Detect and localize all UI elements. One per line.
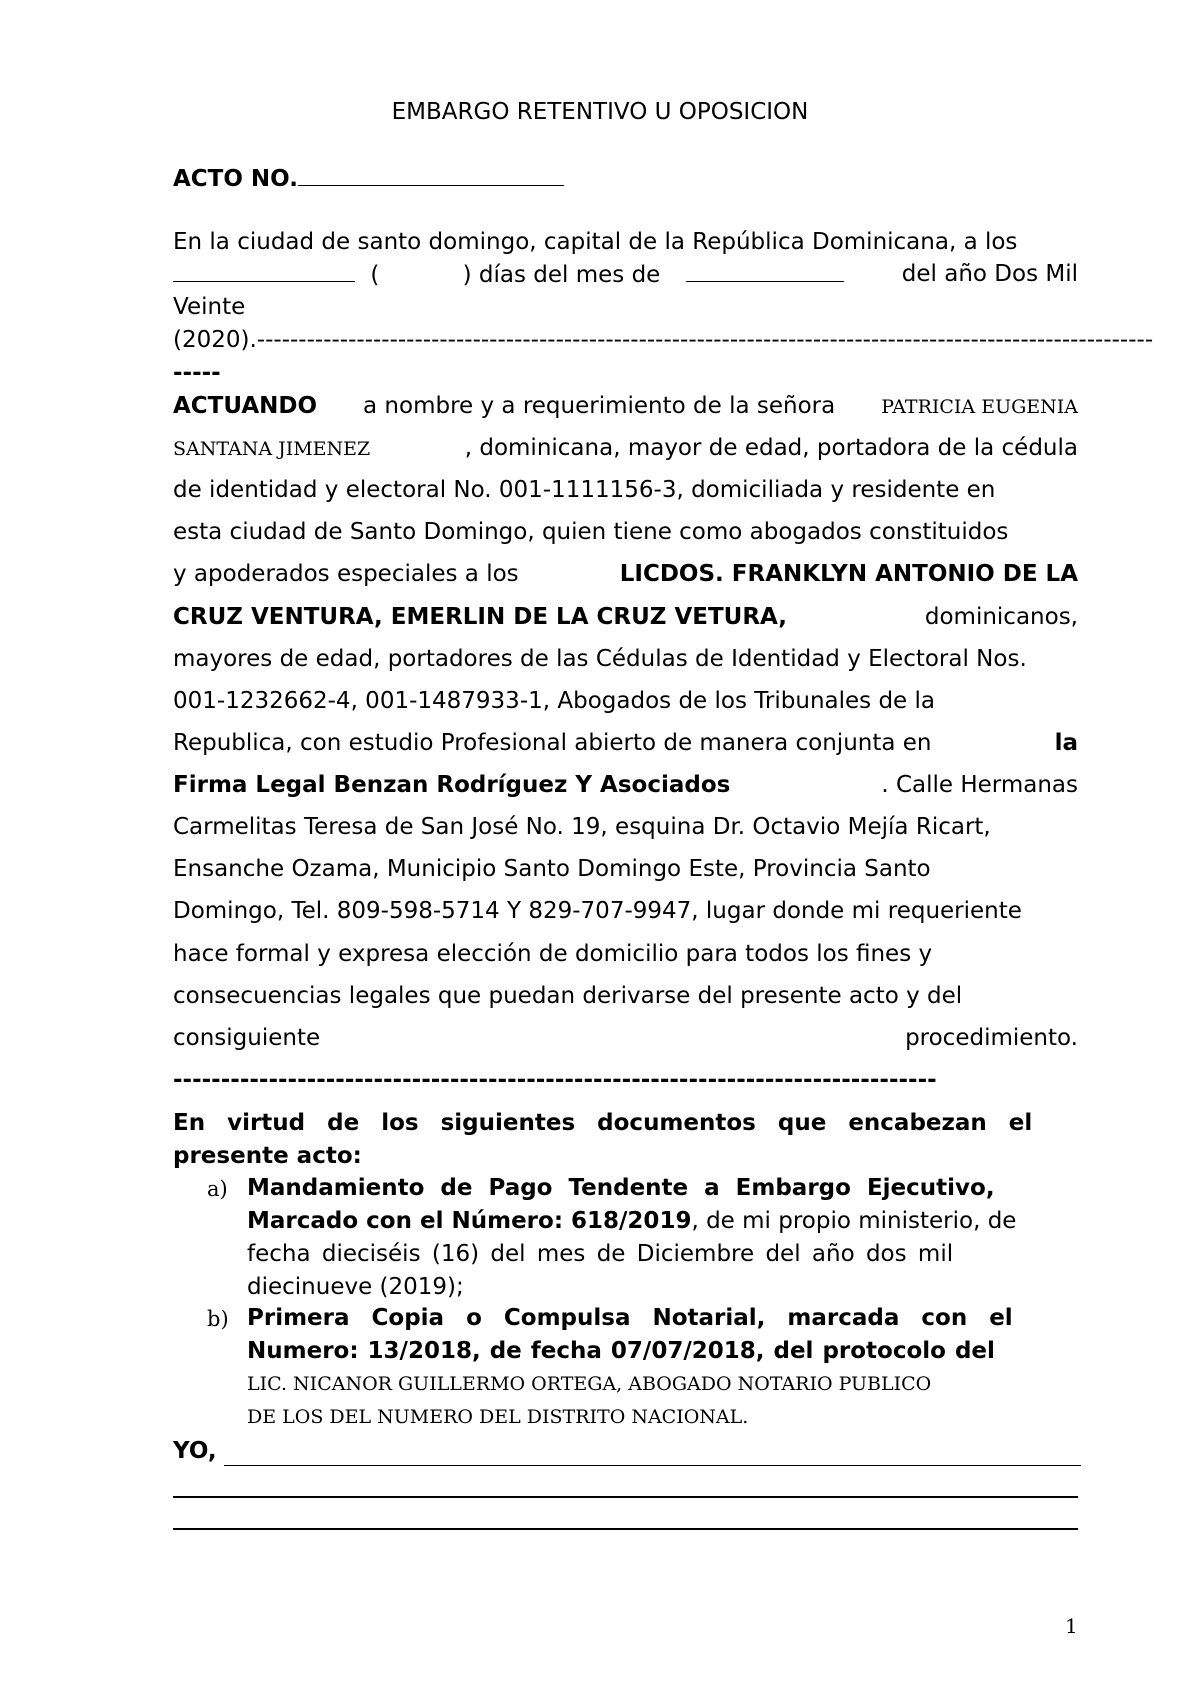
page-number: 1	[1065, 1614, 1078, 1638]
item-b-line-3	[247, 1373, 1078, 1395]
actuando-text-4: esta ciudad de Santo Domingo, quien tiene como abogados constituidos	[173, 519, 1009, 545]
item-a-text-4: diecinueve (2019);	[247, 1274, 464, 1300]
actuando-line-4	[173, 519, 1078, 545]
virtud-line-1	[173, 1110, 1078, 1136]
item-b-text-2: Numero: 13/2018, de fecha 07/07/2018, del protocolo del	[247, 1338, 995, 1364]
item-a-text-2b: Marcado con el Número: 618/2019	[247, 1208, 692, 1234]
actuando-text-16a: consiguiente	[173, 1025, 321, 1051]
yo-line	[173, 1438, 1078, 1464]
intro-text-1: En la ciudad de santo domingo, capital de la República Dominicana, a los	[173, 229, 1018, 255]
actuando-line-8	[173, 688, 1078, 714]
actuando-line-6	[173, 604, 1078, 630]
item-a-text-2c: , de mi propio ministerio, de	[691, 1208, 1017, 1234]
actuando-line-1	[173, 393, 1078, 421]
actuando-line-13	[173, 898, 1078, 924]
actuando-line-3	[173, 477, 1078, 503]
item-a-line-3	[247, 1241, 1078, 1267]
actuando-line-15	[173, 983, 1078, 1009]
dash-fill: ------------------------------------------------------------------------------------------------------------	[256, 327, 1154, 353]
year-text: del año Dos Mil	[901, 261, 1078, 287]
paren-open: (	[370, 262, 380, 288]
dash-tail: -----	[173, 360, 221, 386]
actuando-line-9	[173, 730, 1078, 756]
item-b-line-4	[247, 1406, 1078, 1428]
actuando-text-5a: y apoderados especiales a los	[173, 561, 519, 587]
actuando-text-14: hace formal y expresa elección de domicilio para todos los fines y	[173, 941, 933, 967]
actuando-text-1: a nombre y a requerimiento de la señora	[363, 393, 836, 419]
lawyers-names-1: LICDOS. FRANKLYN ANTONIO DE LA	[619, 561, 1078, 587]
actuando-text-6c: dominicanos,	[924, 604, 1078, 630]
paren-close-text: ) días del mes de	[462, 262, 661, 288]
actuando-text-12: Ensanche Ozama, Municipio Santo Domingo Este, Provincia Santo	[173, 856, 931, 882]
intro-line-5	[173, 360, 1078, 386]
virtud-text-1: En virtud de los siguientes documentos que encabezan el	[173, 1110, 1033, 1136]
actuando-text-9b: la	[1054, 730, 1078, 756]
intro-line-2	[173, 261, 1078, 288]
item-a-text-1: Mandamiento de Pago Tendente a Embargo Ejecutivo,	[247, 1175, 995, 1201]
lawyers-names-2: CRUZ VENTURA, EMERLIN DE LA CRUZ VETURA,	[173, 604, 788, 630]
intro-line-1	[173, 229, 1078, 255]
acto-label: ACTO NO.	[173, 166, 298, 192]
actuando-line-10	[173, 772, 1078, 798]
day-number-blank[interactable]	[173, 261, 355, 282]
virtud-line-2	[173, 1143, 1078, 1169]
virtud-text-2: presente acto:	[173, 1143, 362, 1169]
notary-district: DE LOS DEL NUMERO DEL DISTRITO NACIONAL.	[247, 1406, 749, 1428]
item-b-line-2	[247, 1338, 1078, 1364]
actuando-text-13: Domingo, Tel. 809-598-5714 Y 829-707-9947, lugar donde mi requeriente	[173, 898, 1022, 924]
item-a-line-1	[247, 1175, 1078, 1201]
veinte-text: Veinte	[173, 294, 246, 320]
actuando-line-14	[173, 941, 1078, 967]
actuando-text-16b: procedimiento.	[905, 1025, 1078, 1051]
item-b-text-1: Primera Copia o Compulsa Notarial, marcada con el	[247, 1305, 1013, 1331]
yo-blank-line-3[interactable]	[173, 1528, 1078, 1530]
year-2020: (2020).	[173, 327, 257, 353]
actuando-text-9a: Republica, con estudio Profesional abierto de manera conjunta en	[173, 730, 932, 756]
actuando-line-16	[173, 1025, 1078, 1051]
client-name-2: SANTANA JIMENEZ	[173, 438, 371, 460]
actuando-line-11	[173, 814, 1078, 840]
yo-blank-line-2[interactable]	[173, 1496, 1078, 1498]
actuando-text-11: Carmelitas Teresa de San José No. 19, esquina Dr. Octavio Mejía Ricart,	[173, 814, 991, 840]
actuando-text-15: consecuencias legales que puedan derivarse del presente acto y del	[173, 983, 963, 1009]
yo-label: YO,	[173, 1438, 217, 1464]
yo-blank-line-1[interactable]	[224, 1465, 1081, 1466]
item-a-text-3: fecha dieciséis (16) del mes de Diciembre del año dos mil	[247, 1241, 954, 1267]
actuando-text-2: , dominicana, mayor de edad, portadora de la cédula	[464, 435, 1078, 461]
intro-line-4	[173, 327, 1154, 353]
actuando-line-5	[173, 561, 1078, 587]
dash-separator: --------------------------------------------------------------------------------	[173, 1067, 937, 1093]
actuando-text-8: 001-1232662-4, 001-1487933-1, Abogados de los Tribunales de la	[173, 688, 935, 714]
item-b-marker: b)	[207, 1307, 229, 1331]
actuando-line-12	[173, 856, 1078, 882]
actuando-text-3: de identidad y electoral No. 001-1111156-3, domiciliada y residente en	[173, 477, 996, 503]
month-blank[interactable]	[686, 261, 844, 282]
item-a-marker: a)	[207, 1177, 228, 1201]
law-firm-name: Firma Legal Benzan Rodríguez Y Asociados	[173, 772, 731, 798]
actuando-line-2	[173, 435, 1078, 463]
intro-line-3	[173, 294, 1078, 320]
item-b-line-1	[247, 1305, 1078, 1331]
notary-name: LIC. NICANOR GUILLERMO ORTEGA, ABOGADO NOTARIO PUBLICO	[247, 1373, 932, 1395]
item-a-line-4	[247, 1274, 1078, 1300]
acto-number-blank[interactable]	[298, 165, 564, 186]
actuando-line-7	[173, 646, 1078, 672]
item-a-line-2	[247, 1208, 1078, 1234]
acto-number-line	[173, 165, 1078, 192]
client-name-1: PATRICIA EUGENIA	[881, 396, 1078, 418]
actuando-text-10c: . Calle Hermanas	[881, 772, 1078, 798]
actuando-text-7: mayores de edad, portadores de las Cédulas de Identidad y Electoral Nos.	[173, 646, 1027, 672]
actuando-label: ACTUANDO	[173, 393, 318, 419]
document-title: EMBARGO RETENTIVO U OPOSICION	[391, 99, 809, 125]
